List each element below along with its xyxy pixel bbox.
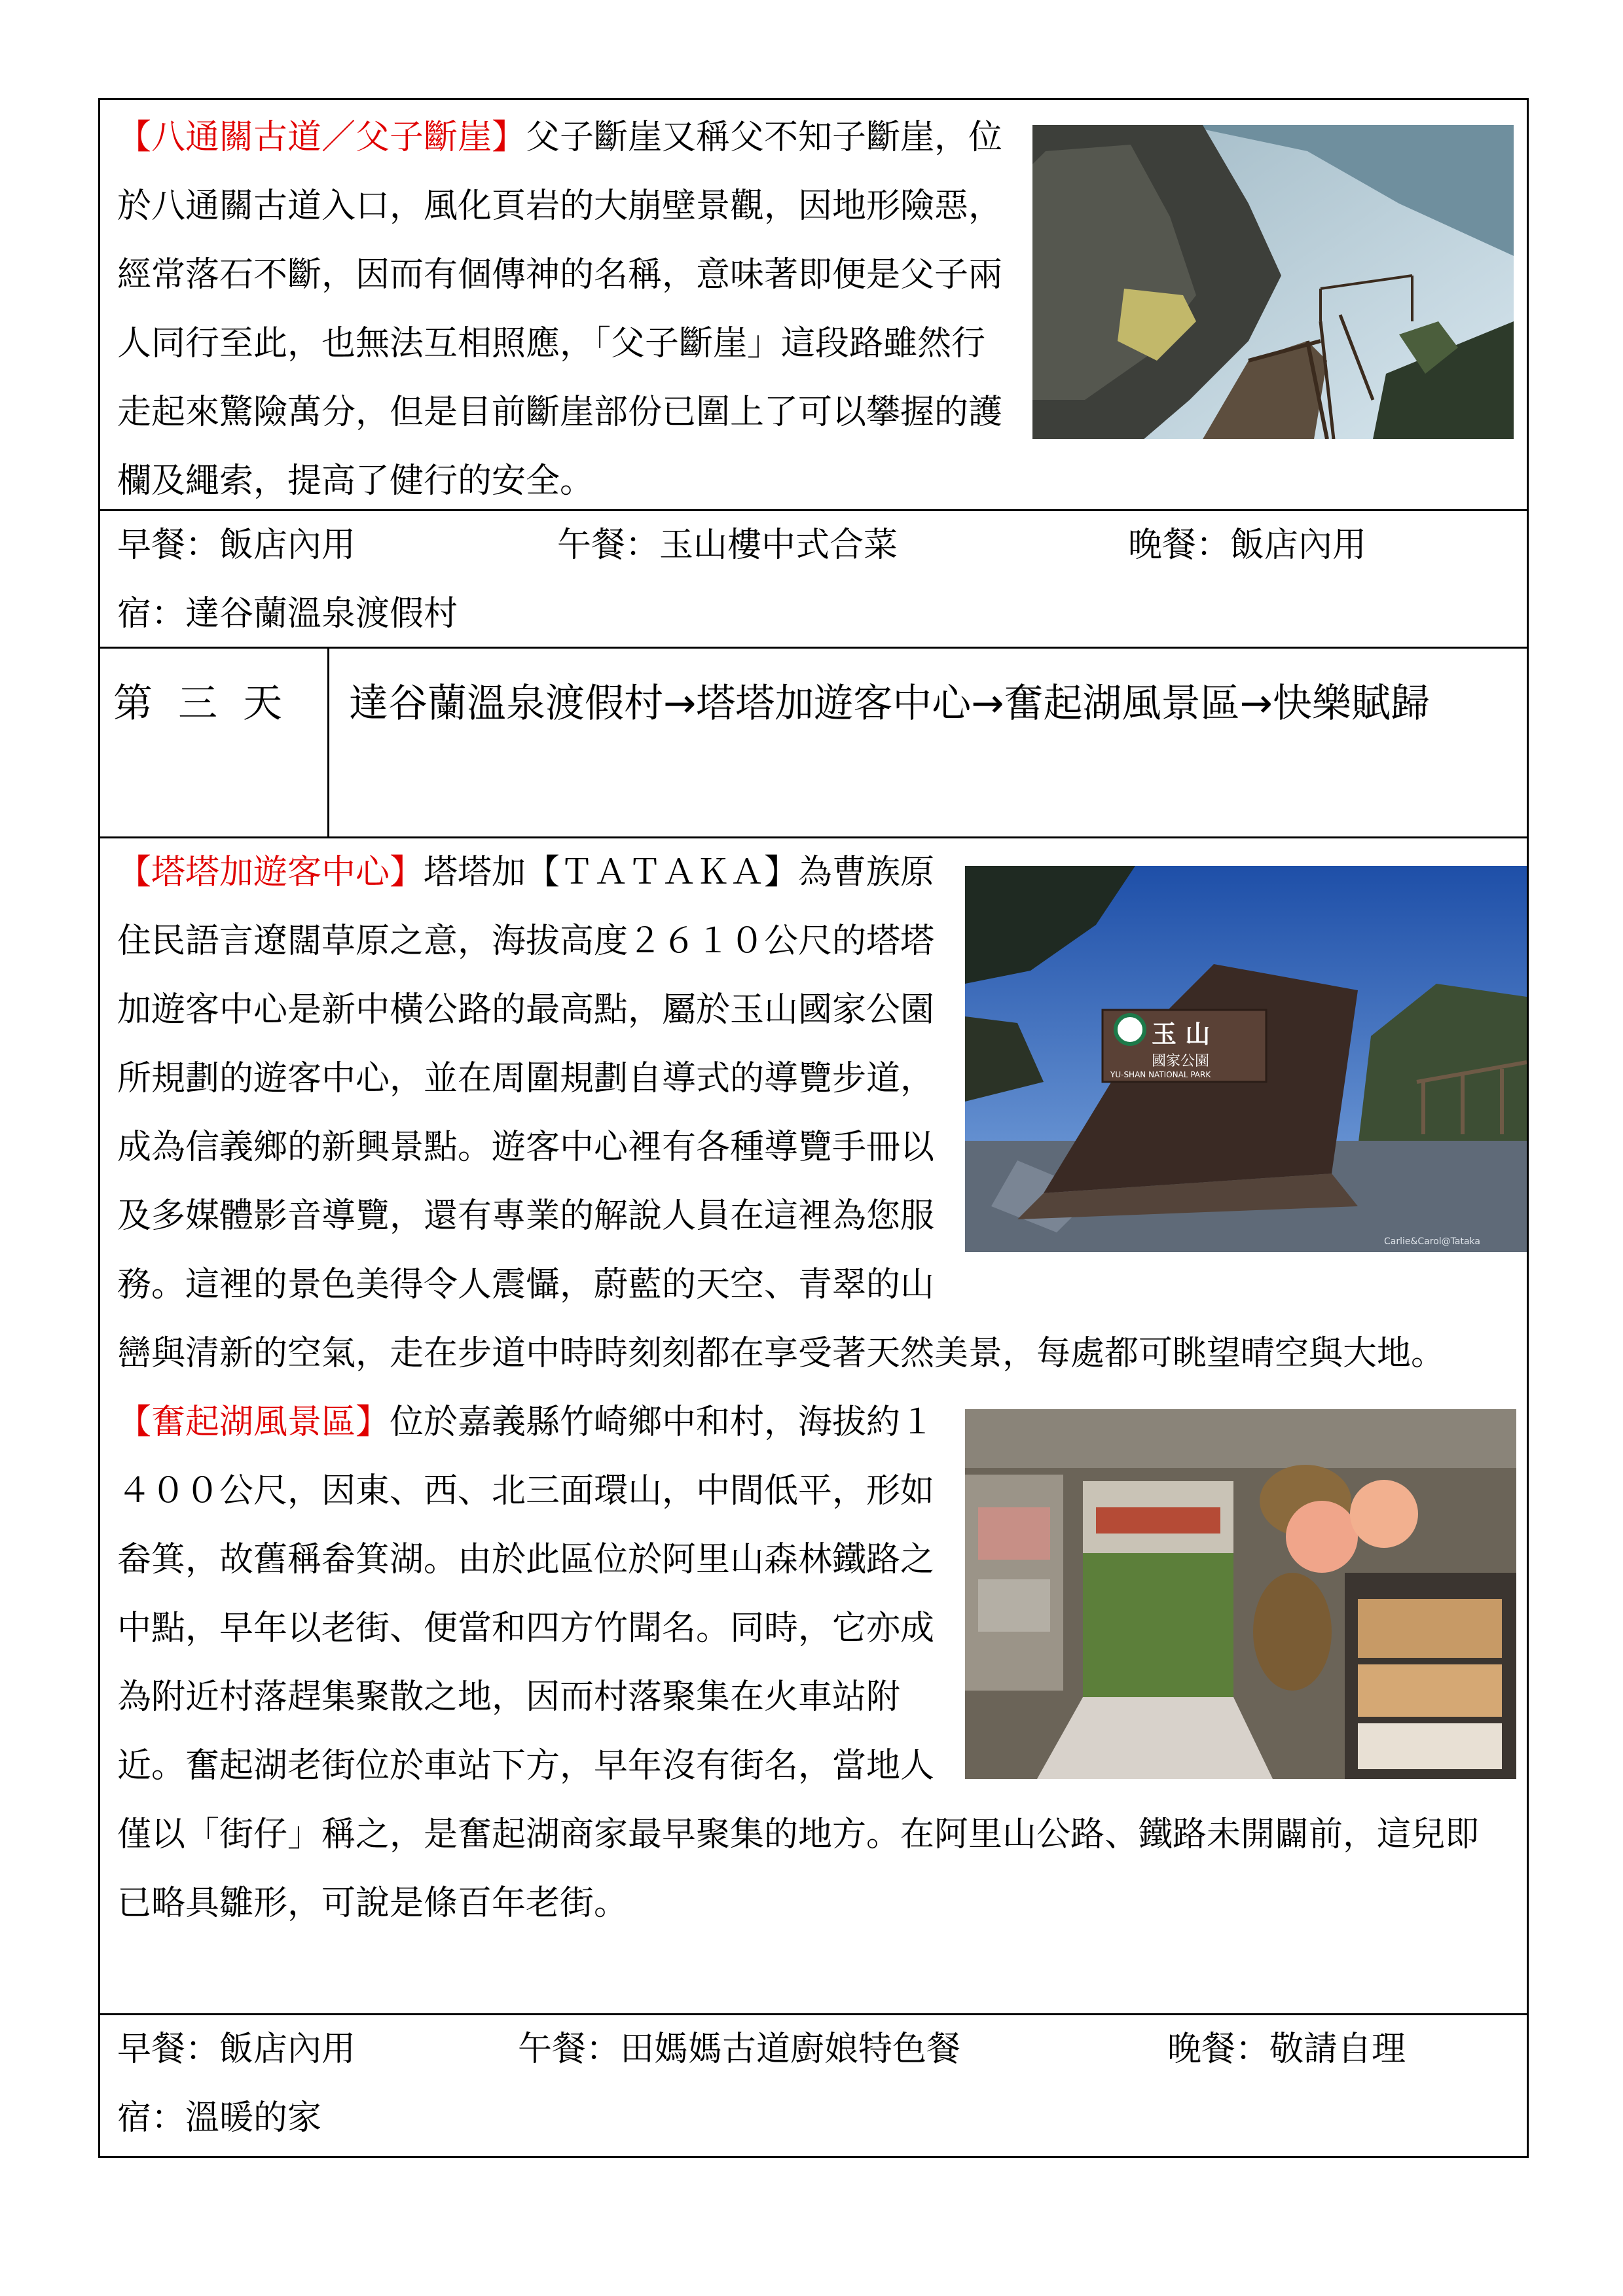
lodging-day2: 宿：達谷蘭溫泉渡假村 — [117, 594, 458, 634]
lunch-day3: 午餐：田媽媽古道廚娘特色餐 — [518, 2030, 961, 2069]
meals-day2 — [100, 511, 1527, 649]
cliff-photo — [1032, 125, 1514, 439]
section-tataka-heading: 【塔塔加遊客中心】 — [117, 853, 424, 892]
day3-row — [100, 649, 1527, 838]
breakfast-day2: 早餐：飯店內用 — [117, 526, 356, 565]
meals-day3 — [100, 2015, 1527, 2156]
section-tataka — [100, 838, 1527, 1388]
section-cliff-body: 父子斷崖又稱父不知子斷崖，位於八通關古道入口，風化頁岩的大崩壁景觀，因地形險惡，經常落石不斷，因而有個傳神的名稱，意味著即便是父子兩人同行至此，也無法互相照應，「父子斷崖」這段路雖然行走起來驚險萬分，但是目前斷崖部份已圍上了可以攀握的護欄及繩索，提高了健行的安全。 — [117, 118, 1003, 501]
lunch-day2: 午餐：玉山樓中式合菜 — [557, 526, 898, 565]
dinner-day3: 晚餐：敬請自理 — [1167, 2030, 1406, 2069]
meals-day2-line — [100, 511, 1527, 580]
section-fenqihu-body: 位於嘉義縣竹崎鄉中和村，海拔約１４００公尺，因東、西、北三面環山，中間低平，形如畚箕，故舊稱畚箕湖。由於此區位於阿里山森林鐵路之中點，早年以老街、便當和四方竹聞名。同時，它亦成為附近村落趕集聚散之地，因而村落聚集在火車站附近。奮起湖老街位於車站下方，早年沒有街名，當地人僅以「街仔」稱之，是奮起湖商家最早聚集的地方。在阿里山公路、鐵路未開闢前，這兒即已略具雛形，可說是條百年老街。 — [117, 1403, 1480, 1923]
dinner-day2: 晚餐：飯店內用 — [1128, 526, 1367, 565]
sign-line2: 國家公園 — [1152, 1053, 1210, 1069]
lodging-day3: 宿：溫暖的家 — [117, 2098, 322, 2138]
lodging-day2-line — [100, 580, 1527, 649]
section-tataka-body: 塔塔加【ＴＡＴＡＫＡ】為曹族原住民語言遼闊草原之意，海拔高度２６１０公尺的塔塔加遊客中心是新中橫公路的最高點，屬於玉山國家公園所規劃的遊客中心，並在周圍規劃自導式的導覽步道，成為信義鄉的新興景點。遊客中心裡有各種導覽手冊以及多媒體影音導覽，還有專業的解說人員在這裡為您服務。這裡的景色美得令人震懾，蔚藍的天空、青翠的山巒與清新的空氣，走在步道中時時刻刻都在享受著天然美景，每處都可眺望晴空與大地。 — [117, 853, 1446, 1373]
sign-line3: YU-SHAN NATIONAL PARK — [1110, 1070, 1211, 1079]
section-cliff — [100, 100, 1527, 511]
lodging-day3-line — [100, 2084, 1527, 2153]
day3-label: 第 三 天 — [100, 649, 329, 836]
photo-watermark: Carlie&Carol@Tataka — [1384, 1236, 1480, 1247]
section-fenqihu — [100, 1388, 1527, 1938]
fenqihu-photo — [965, 1409, 1516, 1779]
meals-day3-line — [100, 2015, 1527, 2084]
day3-route: 達谷蘭溫泉渡假村→塔塔加遊客中心→奮起湖風景區→快樂賦歸 — [349, 681, 1430, 726]
sign-line1: 玉 山 — [1152, 1019, 1211, 1049]
itinerary-table — [98, 98, 1529, 2158]
section-attractions — [100, 838, 1527, 2015]
section-fenqihu-heading: 【奮起湖風景區】 — [117, 1403, 390, 1442]
section-cliff-heading: 【八通關古道／父子斷崖】 — [117, 118, 526, 157]
breakfast-day3: 早餐：飯店內用 — [117, 2030, 356, 2069]
tataka-photo — [965, 866, 1527, 1252]
